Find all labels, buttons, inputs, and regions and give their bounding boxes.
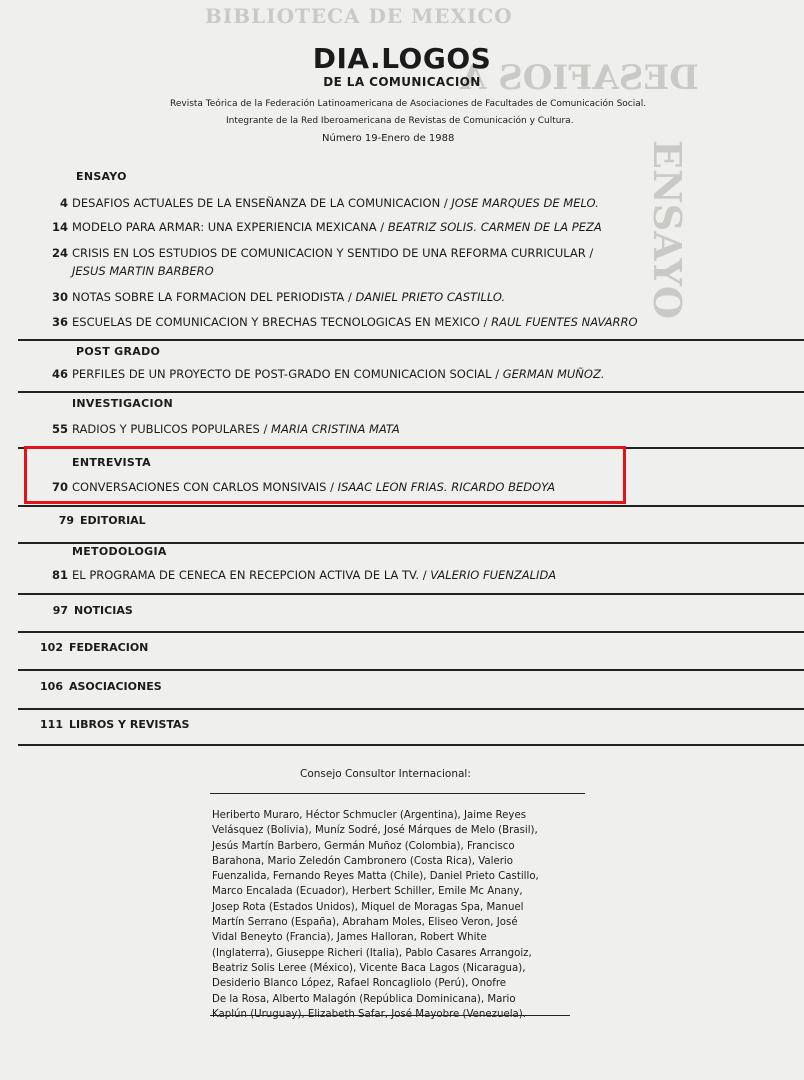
bleed-through-side-text: ENSAYO <box>645 140 690 319</box>
council-line: Marco Encalada (Ecuador), Herbert Schiller, Emile Mc Anany, <box>212 886 523 898</box>
council-line: Heriberto Muraro, Héctor Schmucler (Argentina), Jaime Reyes <box>212 810 527 821</box>
toc-entry[interactable] <box>42 196 599 210</box>
page-number: 36 <box>51 315 68 329</box>
article-title: CONVERSACIONES CON CARLOS MONSIVAIS / <box>72 480 338 494</box>
section-heading-entrevista: ENTREVISTA <box>72 456 151 469</box>
toc-entry[interactable] <box>42 367 605 381</box>
toc-entry[interactable] <box>42 220 602 234</box>
section-label: FEDERACION <box>69 641 149 654</box>
section-heading-investigacion: INVESTIGACION <box>72 397 174 410</box>
article-title: NOTAS SOBRE LA FORMACION DEL PERIODISTA / <box>72 290 356 304</box>
article-author: RAUL FUENTES NAVARRO <box>491 315 638 329</box>
page-number: 46 <box>51 367 68 381</box>
magazine-subtitle: DE LA COMUNICACION <box>323 75 481 89</box>
toc-section-noticias[interactable] <box>36 604 133 617</box>
article-author: ISAAC LEON FRIAS. RICARDO BEDOYA <box>337 480 556 494</box>
toc-entry[interactable] <box>42 568 556 582</box>
toc-section-editorial[interactable] <box>42 514 146 527</box>
divider <box>18 339 804 341</box>
article-author: GERMAN MUÑOZ. <box>502 367 605 381</box>
page-number: 30 <box>51 290 68 304</box>
bleed-through-headline: DESAFIOS A <box>460 58 699 98</box>
toc-section-libros-y-revistas[interactable] <box>31 718 189 731</box>
toc-section-federacion[interactable] <box>31 641 148 654</box>
council-line: Vidal Beneyto (Francia), James Halloran, Robert White <box>212 932 487 944</box>
page-number: 24 <box>51 246 68 260</box>
page-number: 55 <box>51 422 68 436</box>
article-author: JOSE MARQUES DE MELO. <box>451 196 599 210</box>
divider <box>18 505 804 507</box>
section-heading-post-grado: POST GRADO <box>76 345 161 358</box>
article-title: PERFILES DE UN PROYECTO DE POST-GRADO EN COMUNICACION SOCIAL / <box>72 367 503 381</box>
magazine-title: DIA.LOGOS <box>312 42 492 75</box>
highlight-box <box>24 446 626 504</box>
toc-entry[interactable] <box>42 290 505 304</box>
toc-entry[interactable] <box>42 246 593 260</box>
toc-entry[interactable] <box>42 315 638 329</box>
article-title: MODELO PARA ARMAR: UNA EXPERIENCIA MEXICANA / <box>72 220 388 234</box>
article-author: MARIA CRISTINA MATA <box>271 422 400 436</box>
article-author: BEATRIZ SOLIS. CARMEN DE LA PEZA <box>387 220 602 234</box>
network-line: Integrante de la Red Iberoamericana de Revistas de Comunicación y Cultura. <box>226 116 574 126</box>
toc-entry-continuation[interactable] <box>72 264 214 278</box>
page-number: 70 <box>51 480 68 494</box>
page-number: 81 <box>51 568 68 582</box>
article-author: JESUS MARTIN BARBERO <box>72 264 214 278</box>
council-rule-top <box>210 793 585 794</box>
section-heading-ensayo: ENSAYO <box>76 170 127 183</box>
divider <box>18 669 804 671</box>
article-title: RADIOS Y PUBLICOS POPULARES / <box>72 422 272 436</box>
council-line: Barahona, Mario Zeledón Cambronero (Costa Rica), Valerio <box>212 855 513 867</box>
section-label: ASOCIACIONES <box>69 680 162 693</box>
section-label: EDITORIAL <box>80 514 146 527</box>
article-author: DANIEL PRIETO CASTILLO. <box>355 290 506 304</box>
section-heading-metodologia: METODOLOGIA <box>72 545 167 558</box>
council-line: Jesús Martín Barbero, Germán Muñoz (Colombia), Francisco <box>212 840 515 852</box>
toc-section-asociaciones[interactable] <box>31 680 162 693</box>
article-title: ESCUELAS DE COMUNICACION Y BRECHAS TECNOLOGICAS EN MEXICO / <box>72 315 492 329</box>
divider <box>18 708 804 710</box>
council-line: (Inglaterra), Giuseppe Richeri (Italia), Pablo Casares Arrangoiz, <box>212 947 532 959</box>
page-number: 14 <box>51 220 68 234</box>
council-members <box>212 808 582 1022</box>
section-label: NOTICIAS <box>74 604 133 617</box>
divider <box>18 593 804 595</box>
council-line: Beatriz Solis Leree (México), Vicente Baca Lagos (Nicaragua), <box>212 962 526 974</box>
divider <box>18 631 804 633</box>
publisher-line: Revista Teórica de la Federación Latinoamericana de Asociaciones de Facultades de Comunicación Social. <box>170 99 647 109</box>
article-author: VALERIO FUENZALIDA <box>430 568 557 582</box>
article-title: CRISIS EN LOS ESTUDIOS DE COMUNICACION Y SENTIDO DE UNA REFORMA CURRICULAR / <box>72 246 594 260</box>
council-line: Martín Serrano (España), Abraham Moles, Eliseo Veron, José <box>212 917 518 929</box>
council-line: Fuenzalida, Fernando Reyes Matta (Chile), Daniel Prieto Castillo, <box>212 871 539 883</box>
page-number: 4 <box>59 196 68 210</box>
page-number: 106 <box>40 680 63 693</box>
bleed-through-top-text: BIBLIOTECA DE MEXICO <box>205 4 513 28</box>
divider <box>18 391 804 393</box>
council-line: De la Rosa, Alberto Malagón (República Dominicana), Mario <box>212 993 516 1005</box>
council-rule-bottom <box>210 1015 570 1016</box>
divider <box>18 744 804 746</box>
council-line: Josep Rota (Estados Unidos), Miquel de Moragas Spa, Manuel <box>212 901 524 913</box>
toc-entry[interactable] <box>42 422 400 436</box>
page-number: 102 <box>40 641 63 654</box>
article-title: EL PROGRAMA DE CENECA EN RECEPCION ACTIVA DE LA TV. / <box>72 568 431 582</box>
divider <box>18 542 804 544</box>
council-line: Desiderio Blanco López, Rafael Roncagliolo (Perú), Onofre <box>212 978 507 990</box>
section-label: LIBROS Y REVISTAS <box>69 718 190 731</box>
page-number: 111 <box>40 718 63 731</box>
council-line: Velásquez (Bolivia), Muníz Sodré, José Márques de Melo (Brasil), <box>212 825 538 837</box>
article-title: DESAFIOS ACTUALES DE LA ENSEÑANZA DE LA COMUNICACION / <box>72 196 452 210</box>
page-number: 79 <box>58 514 74 527</box>
issue-number: Número 19-Enero de 1988 <box>322 133 455 144</box>
page-number: 97 <box>52 604 68 617</box>
council-heading: Consejo Consultor Internacional: <box>300 768 471 780</box>
